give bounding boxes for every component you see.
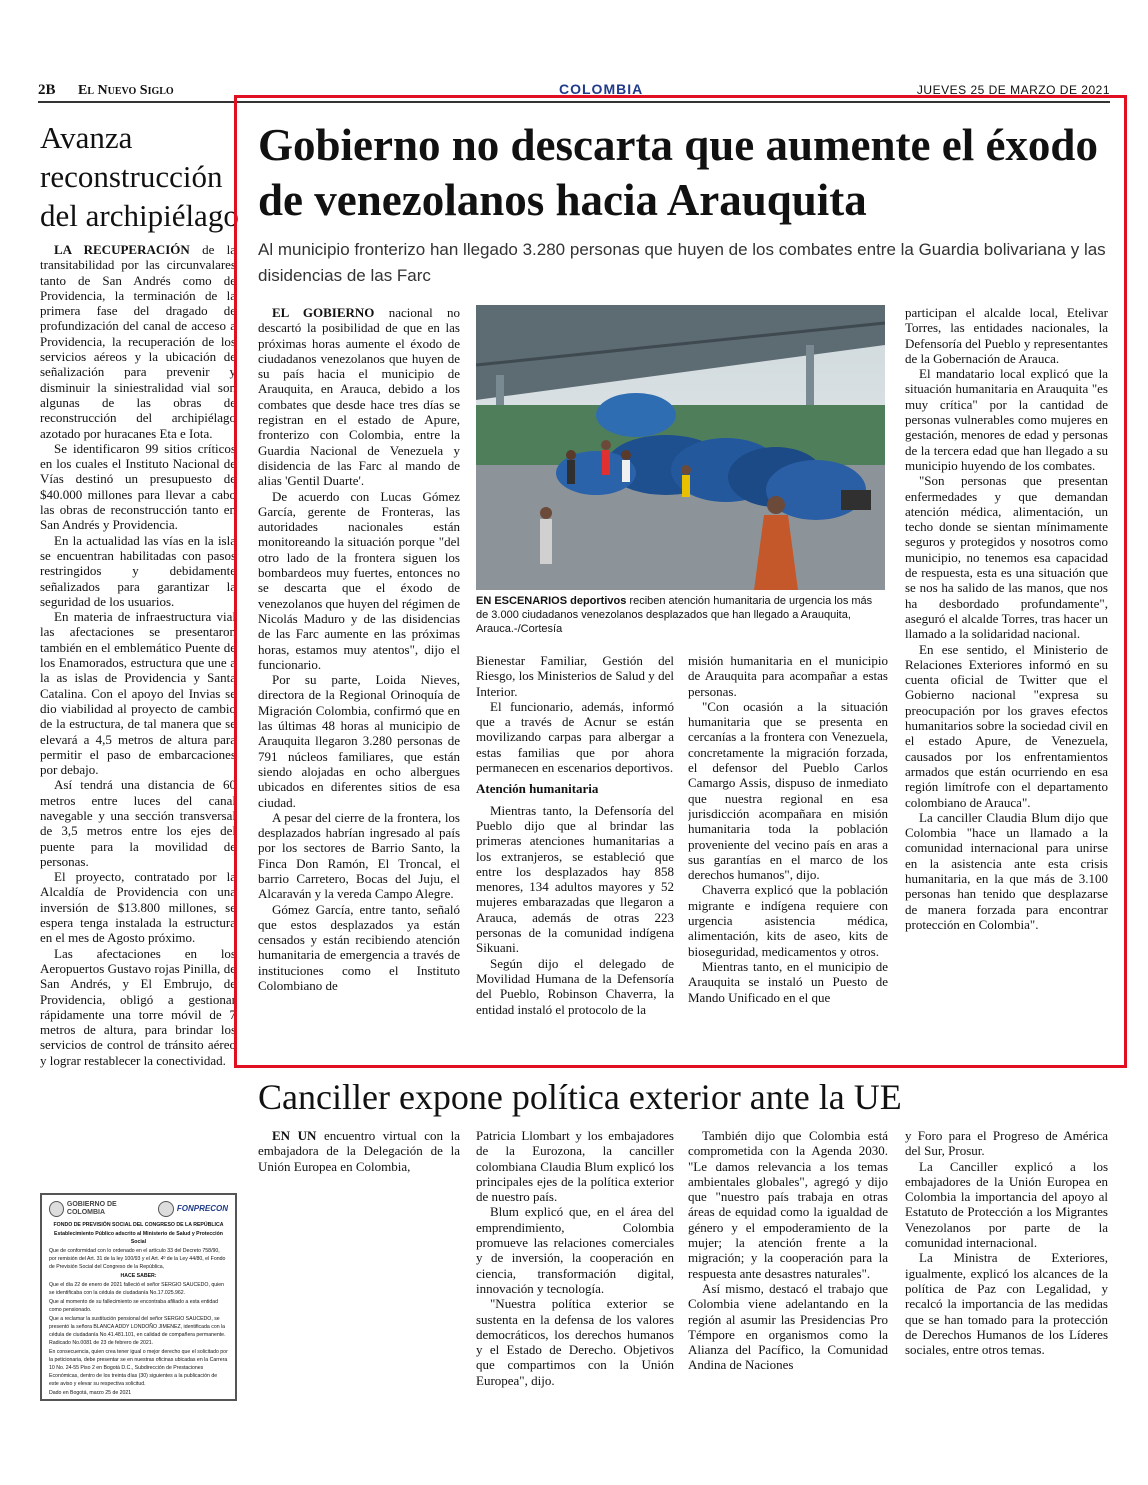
notice-intro: Que de conformidad con lo ordenado en el artículo 33 del Decreto 758/90, por remisión del Art. 31 de la ley 100/93 y el Art. 4º de la Ley 44/80, el Fondo de Previsión Social del Congreso de la República, bbox=[49, 1248, 226, 1270]
second-article-title: Canciller expone política exterior ante la UE bbox=[258, 1077, 902, 1117]
notice-heading: FONDO DE PREVISIÓN SOCIAL DEL CONGRESO DE LA REPÚBLICA bbox=[53, 1222, 224, 1228]
side-paragraph: Las afectaciones en los Aeropuertos Gustavo rojas Pinilla, de San Andrés, y El Embrujo, de Providencia, obligó a gestionar rápidamente una torre móvil de 7 metros de altura, para brindar los servicios de control de tránsito aéreo y lograr restablecer la conectividad. bbox=[40, 945, 236, 1068]
side-article-lead: LA RECUPERACIÓN bbox=[54, 242, 190, 257]
paragraph: La Ministra de Exteriores, igualmente, explicó los alcances de la política de Paz con Legalidad, y recalcó la importancia de las medidas que se han tomado para la protección de Derechos Humanos de los Líderes sociales, entre otros temas. bbox=[905, 1250, 1108, 1358]
subheading: Atención humanitaria bbox=[476, 781, 599, 797]
paragraph: Así mismo, destacó el trabajo que Colombia viene adelantando en la región al asumir las Presidencias Pro Témpore en organismos como la Alianza del Pacífico, la Comunidad Andina de Naciones bbox=[688, 1280, 888, 1373]
gobierno-logo: GOBIERNO DE COLOMBIA bbox=[49, 1201, 150, 1217]
paragraph: "Con ocasión a la situación humanitaria que se presenta en cercanías a la frontera con Venezuela, concretamente la migración forzada, el defensor del Pueblo Carlos Camargo Assis, dispuso de inmediato que nuestra regional en esa jurisdicción acompañara en misión humanitaria toda la población proveniente del vecino país en aras a sus garantías en el marco de los derechos humanos", dijo. bbox=[688, 698, 888, 883]
paragraph: "Son personas que presentan enfermedades y que demandan atención médica, alimentación, un techo donde se sientan mínimamente seguros y protegidos y nosotros como municipio, no tenemos esa capacidad de respuesta, esta es una situación que se nos ha salido de las manos, que nos ha desbordado profundamente", aseguró el alcalde Torres, tras hacer un llamado a la solidaridad nacional. bbox=[905, 473, 1108, 642]
second-article-col2 bbox=[476, 1128, 674, 1408]
second-article-col3 bbox=[688, 1128, 888, 1408]
seal-icon bbox=[158, 1201, 174, 1217]
paragraph: Blum explicó que, en el área del emprendimiento, Colombia promueve las relaciones comerciales y de inversión, la cooperación en ciencia, transformación digital, innovación y tecnología. bbox=[476, 1204, 674, 1296]
paragraph: misión humanitaria en el municipio de Arauquita para acompañar a estas personas. bbox=[688, 653, 888, 699]
page-number: 2B bbox=[38, 82, 56, 98]
coat-of-arms-icon bbox=[49, 1201, 64, 1217]
main-article-title: Gobierno no descarta que aumente el éxodo de venezolanos hacia Arauquita bbox=[258, 120, 1098, 225]
notice-line: Que el día 22 de enero de 2021 falleció el señor SERGIO SAUCEDO, quien se identificaba con la cédula de ciudadanía No.17.025.962. bbox=[49, 1282, 225, 1296]
second-article-col1: EN UN encuentro virtual con la embajadora de la Delegación de la Unión Europea en Colombia, bbox=[258, 1128, 460, 1174]
issue-date: JUEVES 25 DE MARZO DE 2021 bbox=[916, 83, 1110, 97]
paragraph: La canciller Claudia Blum dijo que Colombia "hace un llamado a la comunidad internacional para unirse en la asistencia ante esta crisis humanitaria, en la que más de 3.100 personas han tenido que desplazarse de manera forzada para encontrar protección en Colombia". bbox=[905, 809, 1108, 932]
paragraph: Chaverra explicó que la población migrante e indígena requiere con urgencia asistencia médica, alimentación, kits de aseo, kits de bioseguridad, medicamentos y otros. bbox=[688, 882, 888, 959]
side-paragraph: En la actualidad las vías en la isla se encuentran habilitadas con pasos restringidos y debidamente señalizados para garantizar la seguridad de los usuarios. bbox=[40, 532, 236, 609]
legal-notice bbox=[40, 1193, 237, 1401]
notice-logos bbox=[49, 1201, 228, 1217]
paragraph: De acuerdo con Lucas Gómez García, gerente de Fronteras, las autoridades nacionales están monitoreando la situación porque "del otro lado de la frontera siguen los bombardeos muy fuertes, entonces no se descarta que el éxodo de venezolanos que huyen del régimen de Nicolás Maduro y de las disidencias de las Farc aumente en las próximas horas, estamos muy atentos", dijo el funcionario. bbox=[258, 488, 460, 672]
paragraph: El mandatario local explicó que la situación humanitaria en Arauquita "es muy crítica" por la cantidad de personas vulnerables como mujeres en gestación, menores de edad y personas de la tercera edad que han llegado a su municipio huyendo de los combates. bbox=[905, 366, 1108, 473]
publication-name: El Nuevo Siglo bbox=[78, 83, 174, 98]
paragraph: Patricia Llombart y los embajadores de la Eurozona, la canciller colombiana Claudia Blum explicó los principales ejes de la política exterior de nuestro país. bbox=[476, 1128, 674, 1205]
paragraph: También dijo que Colombia está comprometida con la Agenda 2030. "Le damos relevancia a los temas ambientales globales", agregó y dijo que "nuestro país trabaja en otras áreas de equidad como la igualdad de género y el empoderamiento de la mujer; la atención frente a la migración; y la cooperación para la respuesta ante desastres naturales". bbox=[688, 1128, 888, 1281]
side-paragraph: El proyecto, contratado por la Alcaldía de Providencia con una inversión de $13.800 millones, se espera tenga instalada la estructura en el mes de Agosto próximo. bbox=[40, 869, 236, 946]
fonprecon-logo: FONPRECON bbox=[158, 1201, 228, 1217]
second-article-col4 bbox=[905, 1128, 1108, 1408]
paragraph: Mientras tanto, en el municipio de Arauquita se instaló un Puesto de Mando Unificado en el que bbox=[688, 958, 888, 1005]
paragraph: Según dijo el delegado de Movilidad Humana de la Defensoría del Pueblo, Robinson Chaverra, la entidad instaló el protocolo de la bbox=[476, 955, 674, 1017]
notice-hace-saber: HACE SABER: bbox=[120, 1273, 157, 1279]
second-article-lead: EN UN bbox=[272, 1128, 317, 1143]
main-article-subtitle: Al municipio fronterizo han llegado 3.280 personas que huyen de los combates entre la Guardia bolivariana y las disidencias de las Farc bbox=[258, 240, 1106, 285]
paragraph: La Canciller explicó a los embajadores de la Unión Europea en Colombia la importancia del apoyo al Estatuto de Protección a los Migrantes Venezolanos por parte de la comunidad internacional. bbox=[905, 1158, 1108, 1251]
paragraph: Gómez García, entre tanto, señaló que estos desplazados ya están censados y están recibiendo atención humanitaria de emergencia a través de instituciones como el Instituto Colombiano de bbox=[258, 901, 460, 994]
notice-line: Que al momento de su fallecimiento se encontraba afiliado a esta entidad como pensionado. bbox=[49, 1299, 218, 1313]
side-paragraph: Se identificaron 99 sitios críticos en los cuales el Instituto Nacional de Vías destinó un presupuesto de $40.000 millones para llevar a cabo las obras de reconstrucción tanto en San Andrés y Providencia. bbox=[40, 440, 236, 533]
paragraph: y Foro para el Progreso de América del Sur, Prosur. bbox=[905, 1128, 1108, 1159]
notice-subheading: Establecimiento Público adscrito al Ministerio de Salud y Protección Social bbox=[54, 1231, 223, 1245]
paragraph: A pesar del cierre de la frontera, los desplazados habrían ingresado al país por los sectores de Barrio Santo, la Finca Don Ramón, El Troncal, el barrio Carretero, Bocas del Juju, el Alcaraván y la vereda Campo Alegre. bbox=[258, 809, 460, 902]
paragraph: Bienestar Familiar, Gestión del Riesgo, los Ministerios de Salud y del Interior. bbox=[476, 653, 674, 699]
notice-line: Dado en Bogotá, marzo 25 de 2021 bbox=[49, 1390, 132, 1396]
side-paragraph: Así tendrá una distancia de 60 metros entre luces del canal navegable y una sección transversal de 3,5 metros entre los ejes del puente para la movilidad de personas. bbox=[40, 777, 236, 869]
paragraph: El funcionario, además, informó que a través de Acnur se están movilizando carpas para albergar a estas familias que por ahora permanecen en escenarios deportivos. bbox=[476, 698, 674, 776]
side-paragraph: En materia de infraestructura vial las afectaciones se presentaron también en el emblemático Puente de los Enamorados, estructura que une a la as islas de Providencia y Santa Catalina. Con el apoyo del Invias se dio viabilidad al proyecto de cambio de la estructura, de tal manera que se elevará a 4,5 metros de altura para permitir el paso de embarcaciones por debajo. bbox=[40, 609, 236, 778]
side-paragraph: de la transitabilidad por las circunvalares tanto de San Andrés como de Providencia, la terminación de la primera fase del dragado de profundización del canal de acceso a Providencia, la recuperación de los servicios aéreos y la ubicación de señalización para prevenir y disminuir la siniestralidad vial son algunas de las obras de reconstrucción del archipiélago azotado por huracanes Eta e Iota. bbox=[40, 242, 236, 441]
notice-line: Que a reclamar la sustitución pensional del señor SERGIO SAUCEDO, se presentó la señora BLANCA ADDY LONDOÑO JIMENEZ, identificada con la cédula de ciudadanía No.41.481.101, en calidad de compañera permanente. Radicado No.0081 de 23 de febrero de 2021. bbox=[49, 1316, 226, 1346]
side-article-body bbox=[40, 242, 236, 1172]
paragraph: participan el alcalde local, Etelivar Torres, las entidades nacionales, la Defensoría del Pueblo y representantes de la Gobernación de Arauca. bbox=[905, 305, 1108, 366]
paragraph: "Nuestra política exterior se sustenta en la defensa de los valores democráticos, los derechos humanos y el Estado de Derecho. Objetivos que compartimos con la Unión Europea", dijo. bbox=[476, 1296, 674, 1388]
section-name: COLOMBIA bbox=[559, 81, 644, 97]
side-article-title: Avanza reconstrucción del archipiélago bbox=[40, 120, 239, 233]
main-article-col1: EL GOBIERNO nacional no descartó la posibilidad de que en las próximas horas aumente el éxodo de ciudadanos venezolanos que huyen de su país hacia el municipio de Arauquita, en Arauca, debido a los combates que desde hace tres días se registran en el estado de Apure, fronterizo con Colombia, entre la Guardia Nacional de Venezuela y disidencia de las Farc al mando de alias 'Gentil Duarte'. De acuerdo con Lucas Gómez García, gerente de Fronteras, las autoridades nacionales están monitoreando la situación porque "del otro lado de la frontera siguen los bombardeos muy fuertes, entonces no se descarta que el éxodo de venezolanos que huyen del régimen de Nicolás Maduro y de las disidencias de las Farc aumente en las próximas horas, estamos muy atentos", dijo el funcionario. Por su parte, Loida Nieves, directora de la Regional Orinoquía de Migración Colombia, confirmó que en las últimas 48 horas al municipio de Arauquita llegaron 3.280 personas de 791 núcleos familiares, que están siendo alojadas en ocho albergues ubicados en diferentes sitios de esa ciudad. A pesar del cierre de la frontera, los desplazados habrían ingresado al país por los sectores de Barrio Santo, la Finca Don Ramón, El Troncal, el barrio Carretero, Bocas del Juju, el Alcaraván y la vereda Campo Alegre. Gómez García, entre tanto, señaló que estos desplazados ya están censados y están recibiendo atención humanitaria de emergencia a través de instituciones como el Instituto Colombiano de bbox=[258, 305, 460, 994]
notice-line: En consecuencia, quien crea tener igual o mejor derecho que el solicitado por la peticionaria, debe presentar se en nuestras oficinas ubicadas en la Carrera 10 No. 24-55 Piso 2 en Bogotá D.C., Subdirección de Prestaciones Económicas, dentro de los treinta días (30) siguientes a la publicación de este aviso y elevar su respectiva solicitud. bbox=[49, 1349, 228, 1387]
paragraph: Por su parte, Loida Nieves, directora de la Regional Orinoquía de Migración Colombia, confirmó que en las últimas 48 horas al municipio de Arauquita llegaron 3.280 personas de 791 núcleos familiares, que están siendo alojadas en ocho albergues ubicados en diferentes sitios de esa ciudad. bbox=[258, 672, 460, 810]
highlight-frame bbox=[234, 95, 1127, 1068]
main-article-lead: EL GOBIERNO bbox=[272, 305, 375, 320]
paragraph: Mientras tanto, la Defensoría del Pueblo dijo que al brindar las primeras atenciones humanitarias a los extranjeros, se estableció que entre los desplazados hay 858 menores, 134 adultos mayores y 52 mujeres embarazadas que llegaron a Arauca, además de otras 223 personas de la comunidad indígena Sikuani. bbox=[476, 802, 674, 956]
photo-caption: EN ESCENARIOS deportivos reciben atención humanitaria de urgencia los más de 3.000 ciudadanos venezolanos desplazados que han llegado a Arauquita, Arauca.-/Cortesía bbox=[476, 595, 873, 635]
paragraph: En ese sentido, el Ministerio de Relaciones Exteriores informó en su cuenta oficial de Twitter que el Gobierno nacional "expresa su preocupación por los graves efectos humanitarios sobre la sociedad civil en el estado Apure, de Venezuela, causados por los enfrentamientos armados que están ocurriendo en esa región limítrofe con el departamento colombiano de Arauca". bbox=[905, 641, 1108, 810]
